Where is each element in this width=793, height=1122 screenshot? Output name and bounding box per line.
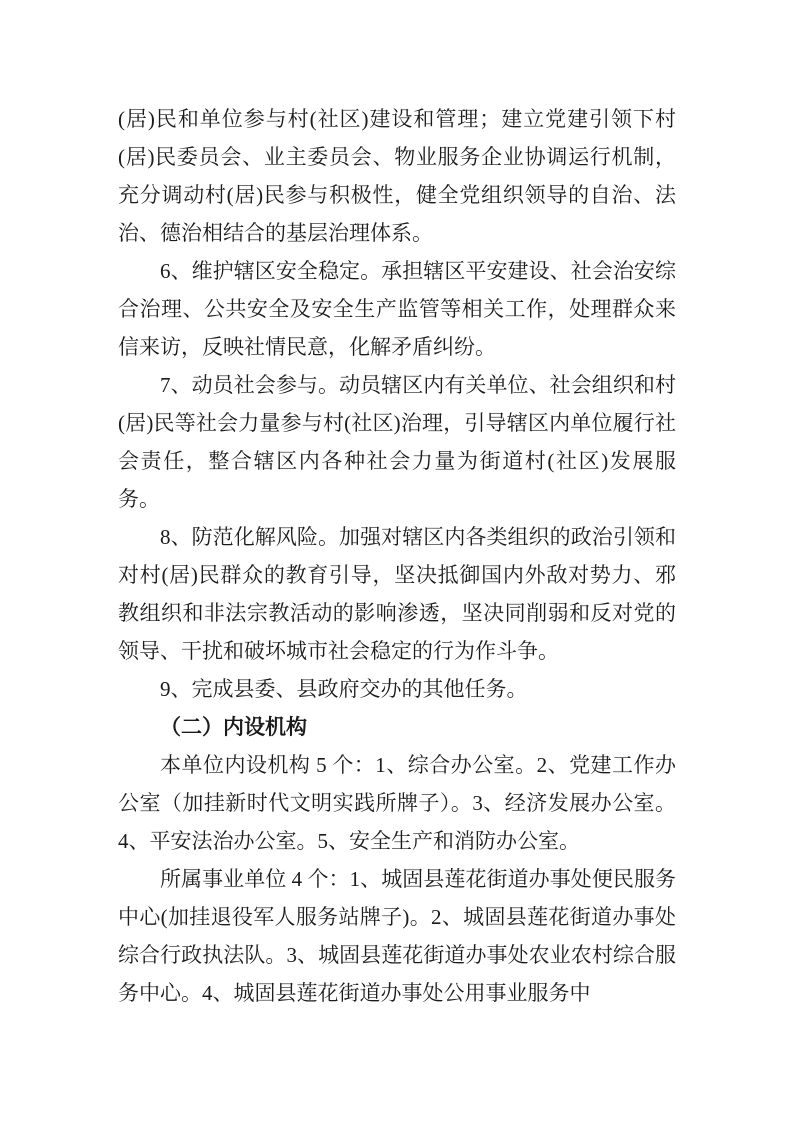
internal-organs-paragraph: 本单位内设机构 5 个：1、综合办公室。2、党建工作办公室（加挂新时代文明实践所牌子）。3、经济发展办公室。4、平安法治办公室。5、安全生产和消防办公室。 — [118, 753, 676, 853]
document-body — [118, 100, 676, 1012]
duty-item-8: 8、防范化解风险。加强对辖区内各类组织的政治引领和对村(居)民群众的教育引导，坚决抵御国内外敌对势力、邪教组织和非法宗教活动的影响渗透，坚决同削弱和反对党的领导、干扰和破坏城市社会稳定的行为作斗争。 — [118, 525, 676, 663]
continuation-paragraph: (居)民和单位参与村(社区)建设和管理；建立党建引领下村(居)民委员会、业主委员会、物业服务企业协调运行机制，充分调动村(居)民参与积极性，健全党组织领导的自治、法治、德治相结合的基层治理体系。 — [118, 107, 676, 245]
duty-item-6: 6、维护辖区安全稳定。承担辖区平安建设、社会治安综合治理、公共安全及安全生产监管等相关工作，处理群众来信来访，反映社情民意，化解矛盾纠纷。 — [118, 259, 676, 359]
section-heading-internal-organs: （二）内设机构 — [160, 715, 307, 739]
duty-item-9: 9、完成县委、县政府交办的其他任务。 — [160, 677, 528, 701]
subordinate-units-paragraph: 所属事业单位 4 个：1、城固县莲花街道办事处便民服务中心(加挂退役军人服务站牌子)。2、城固县莲花街道办事处综合行政执法队。3、城固县莲花街道办事处农业农村综合服务中心。4、城固县莲花街道办事处公用事业服务中 — [118, 867, 676, 1005]
duty-item-7: 7、动员社会参与。动员辖区内有关单位、社会组织和村(居)民等社会力量参与村(社区)治理，引导辖区内单位履行社会责任，整合辖区内各种社会力量为街道村(社区)发展服务。 — [118, 373, 676, 511]
